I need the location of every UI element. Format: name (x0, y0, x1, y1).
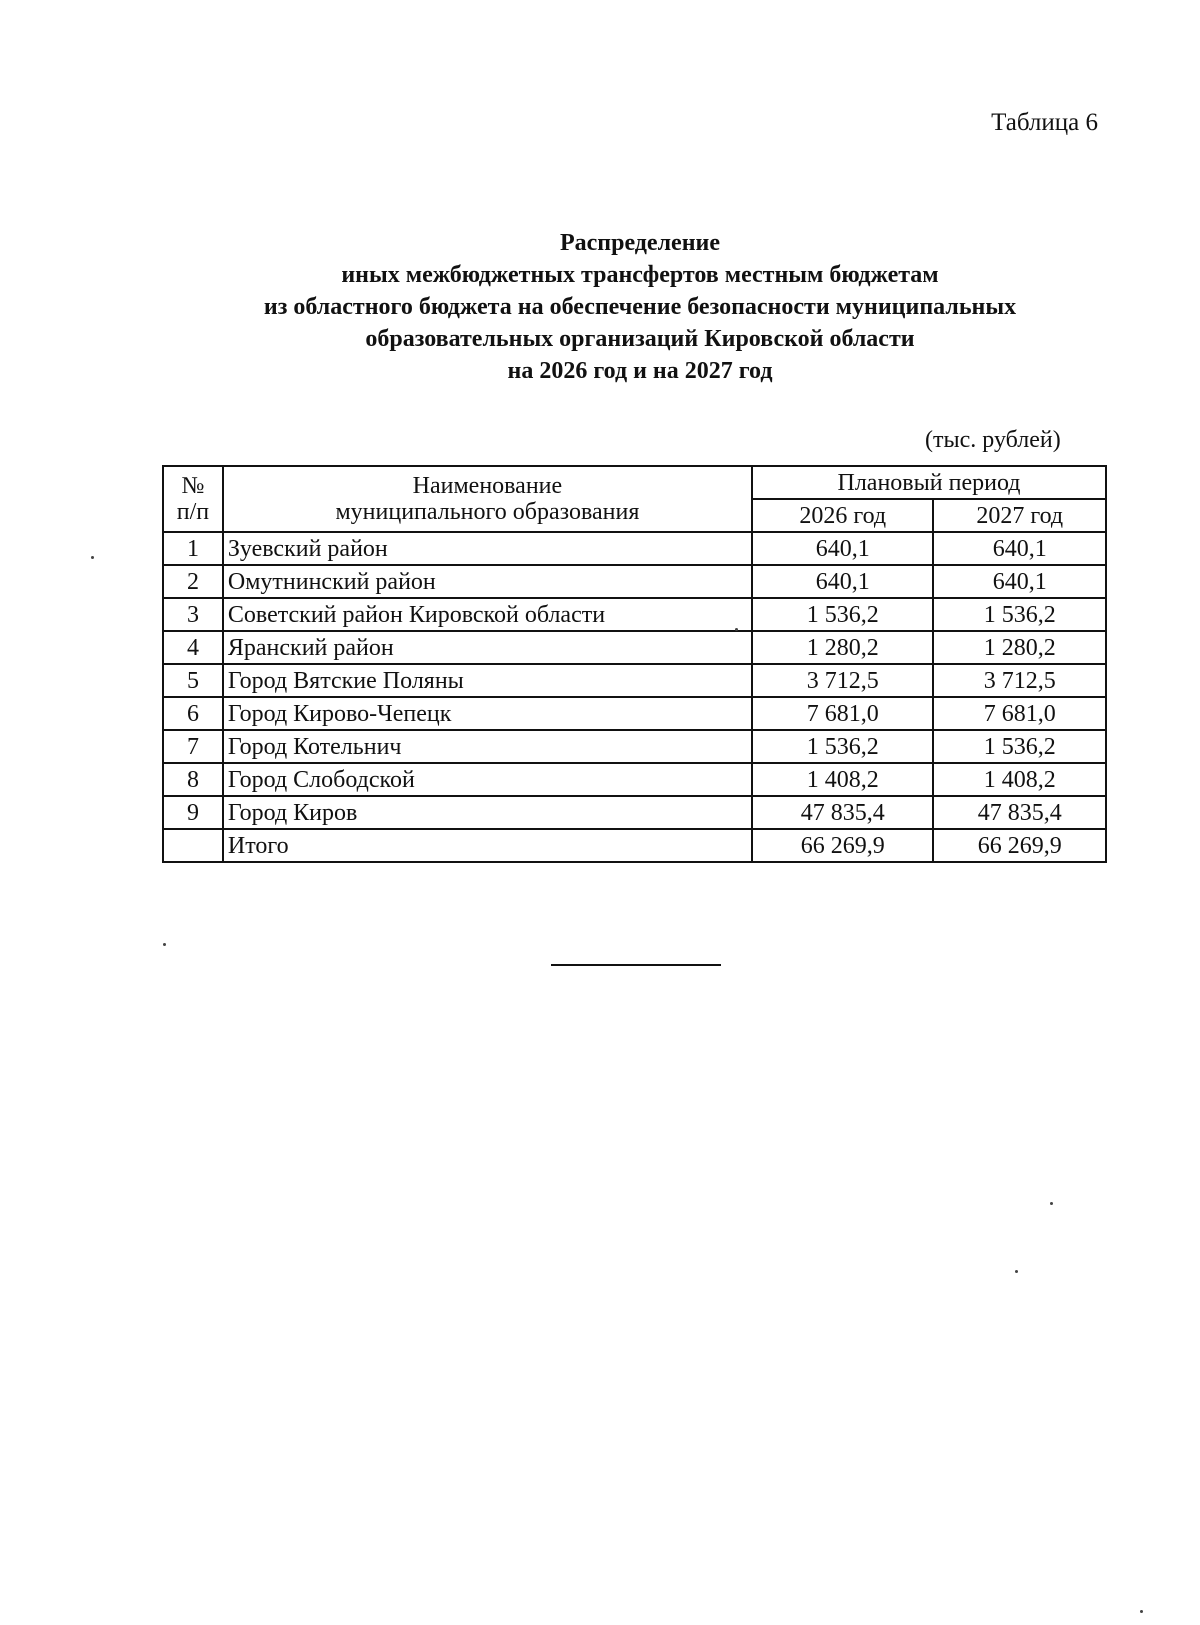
row-number: 2 (163, 565, 223, 598)
row-value-2026: 1 280,2 (752, 631, 933, 664)
header-planned-period: Плановый период (752, 466, 1106, 499)
title-line: на 2026 год и на 2027 год (507, 358, 773, 384)
row-name: Советский район Кировской области (223, 598, 752, 631)
total-value-2027: 66 269,9 (933, 829, 1106, 862)
row-value-2027: 640,1 (933, 532, 1106, 565)
row-value-2027: 3 712,5 (933, 664, 1106, 697)
scan-speck (1050, 1202, 1053, 1205)
row-value-2027: 640,1 (933, 565, 1106, 598)
units-note: (тыс. рублей) (925, 427, 1061, 453)
row-number: 9 (163, 796, 223, 829)
total-number (163, 829, 223, 862)
table-row (163, 565, 1106, 598)
row-value-2026: 47 835,4 (752, 796, 933, 829)
row-value-2026: 1 536,2 (752, 598, 933, 631)
header-name-line2: муниципального образования (335, 499, 640, 525)
row-number: 1 (163, 532, 223, 565)
title-line: иных межбюджетных трансфертов местным бюджетам (341, 262, 939, 288)
table-body (163, 532, 1106, 862)
row-name: Город Киров (223, 796, 752, 829)
table-number-label: Таблица 6 (991, 109, 1098, 136)
row-name: Город Вятские Поляны (223, 664, 752, 697)
end-separator-line (551, 964, 721, 966)
row-value-2026: 640,1 (752, 565, 933, 598)
table-row (163, 796, 1106, 829)
scan-speck (91, 556, 94, 559)
header-year-2026: 2026 год (752, 499, 933, 532)
scan-speck (735, 628, 738, 631)
table-row (163, 532, 1106, 565)
header-number-symbol: № (181, 473, 205, 499)
row-number: 6 (163, 697, 223, 730)
row-name: Яранский район (223, 631, 752, 664)
row-number: 5 (163, 664, 223, 697)
row-value-2027: 1 536,2 (933, 730, 1106, 763)
row-number: 7 (163, 730, 223, 763)
table-row (163, 664, 1106, 697)
header-number (163, 466, 223, 532)
header-name-line1: Наименование (412, 473, 563, 499)
scan-speck (1015, 1270, 1018, 1273)
title-line: Распределение (559, 230, 721, 256)
table-row (163, 763, 1106, 796)
row-name: Зуевский район (223, 532, 752, 565)
row-name: Омутнинский район (223, 565, 752, 598)
table-row (163, 631, 1106, 664)
table-row (163, 730, 1106, 763)
row-number: 4 (163, 631, 223, 664)
row-number: 8 (163, 763, 223, 796)
row-value-2027: 7 681,0 (933, 697, 1106, 730)
table-row (163, 598, 1106, 631)
row-value-2026: 1 536,2 (752, 730, 933, 763)
row-value-2026: 1 408,2 (752, 763, 933, 796)
scan-speck (1140, 1610, 1143, 1613)
row-value-2026: 640,1 (752, 532, 933, 565)
row-value-2027: 1 408,2 (933, 763, 1106, 796)
total-row (163, 829, 1106, 862)
table-row (163, 697, 1106, 730)
row-value-2027: 47 835,4 (933, 796, 1106, 829)
row-value-2027: 1 536,2 (933, 598, 1106, 631)
row-name: Город Слободской (223, 763, 752, 796)
total-label: Итого (223, 829, 752, 862)
row-value-2026: 3 712,5 (752, 664, 933, 697)
header-name (223, 466, 752, 532)
allocation-table (162, 465, 1107, 863)
row-value-2026: 7 681,0 (752, 697, 933, 730)
title-line: из областного бюджета на обеспечение безопасности муниципальных (263, 294, 1017, 320)
header-number-abbr: п/п (176, 499, 210, 525)
document-title (120, 227, 1160, 387)
scan-speck (163, 943, 166, 946)
title-line: образовательных организаций Кировской области (365, 326, 915, 352)
row-number: 3 (163, 598, 223, 631)
row-name: Город Котельнич (223, 730, 752, 763)
row-name: Город Кирово-Чепецк (223, 697, 752, 730)
total-value-2026: 66 269,9 (752, 829, 933, 862)
header-year-2027: 2027 год (933, 499, 1106, 532)
row-value-2027: 1 280,2 (933, 631, 1106, 664)
